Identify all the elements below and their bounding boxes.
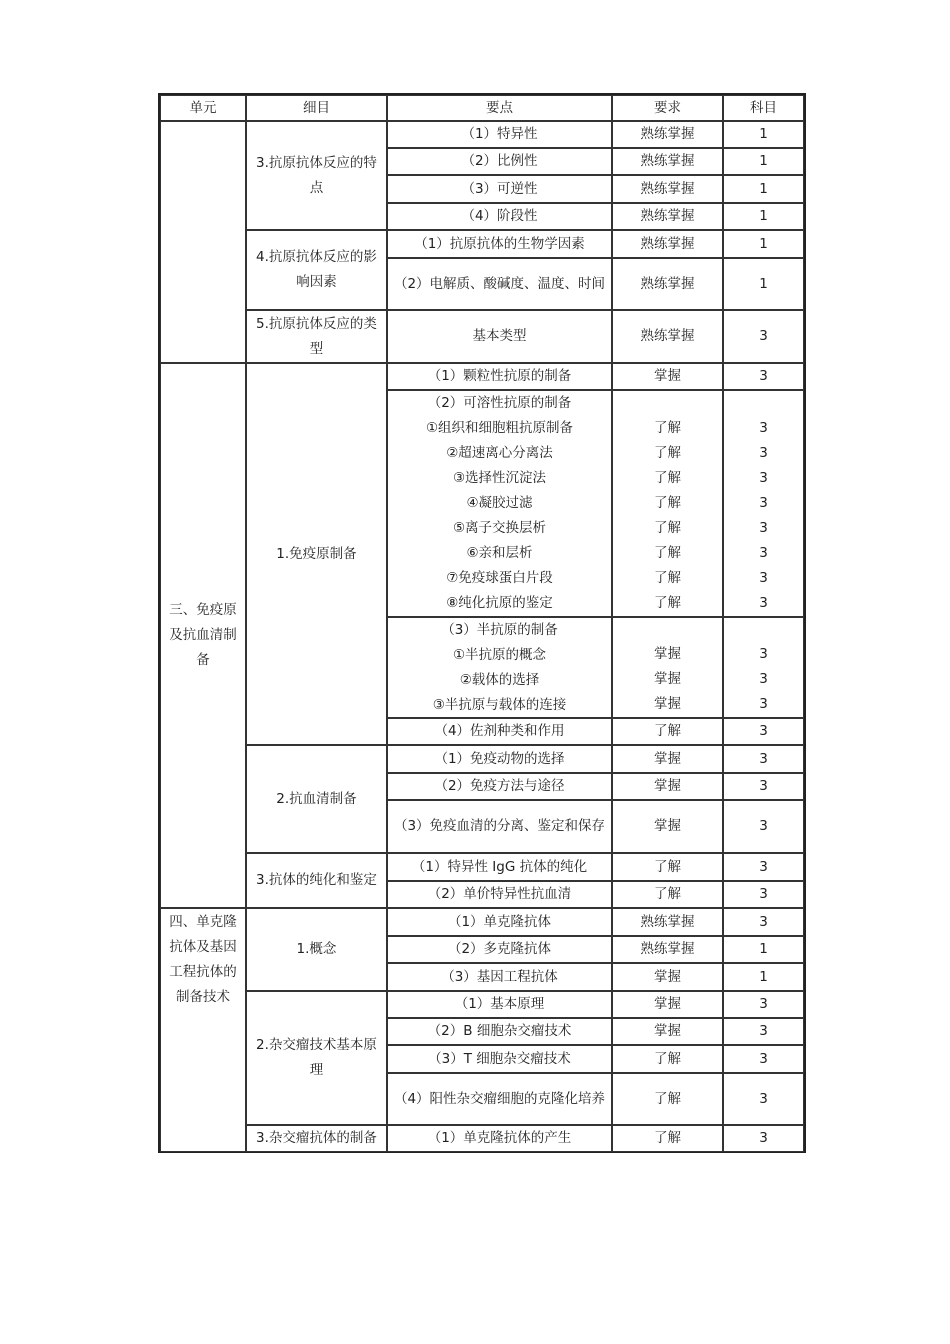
- point-line: ⑤离子交换层析: [452, 520, 547, 536]
- requirement-cell: 掌握: [612, 991, 723, 1018]
- subject-line: 3: [759, 696, 768, 712]
- point-line: ④凝胶过滤: [466, 495, 533, 511]
- subject-cell: 3: [723, 773, 804, 800]
- header-subitem: 细目: [246, 95, 387, 121]
- subitem-cell: 2.抗血清制备: [246, 745, 387, 853]
- subitem-cell: 4.抗原抗体反应的影响因素: [246, 230, 387, 310]
- point-line: ⑥亲和层析: [466, 545, 533, 561]
- header-point: 要点: [387, 95, 612, 121]
- requirement-cell: 熟练掌握: [612, 203, 723, 230]
- requirement-cell: 熟练掌握: [612, 310, 723, 363]
- requirement-line: 了解: [654, 520, 681, 536]
- requirement-cell: 了解: [612, 1073, 723, 1125]
- requirement-cell: 掌握: [612, 745, 723, 773]
- point-cell: （3）免疫血清的分离、鉴定和保存: [387, 800, 612, 853]
- requirement-cell: 熟练掌握: [612, 936, 723, 963]
- subject-line: 3: [759, 470, 768, 486]
- requirement-cell: 熟练掌握: [612, 908, 723, 936]
- subject-cell: 3: [723, 881, 804, 908]
- subject-line: 3: [759, 595, 768, 611]
- requirement-cell: 了解: [612, 881, 723, 908]
- subject-cell: 1: [723, 203, 804, 230]
- subject-cell: 3: [723, 800, 804, 853]
- subitem-cell: 1.概念: [246, 908, 387, 991]
- subitem-cell: 3.抗体的纯化和鉴定: [246, 853, 387, 908]
- requirement-cell: 了解: [612, 1125, 723, 1152]
- subject-cell: 1: [723, 175, 804, 203]
- requirement-cell: 熟练掌握: [612, 148, 723, 175]
- requirement-cell: 熟练掌握: [612, 121, 723, 148]
- point-cell: （1）免疫动物的选择: [387, 745, 612, 773]
- subitem-cell: 3.抗原抗体反应的特点: [246, 121, 387, 230]
- requirement-line: 掌握: [654, 696, 681, 712]
- subject-cell: 3: [723, 1018, 804, 1045]
- subject-cell: 1: [723, 148, 804, 175]
- unit-cell: 三、免疫原及抗血清制备: [160, 363, 246, 908]
- point-line: （3）半抗原的制备: [441, 621, 558, 638]
- point-cell: （1）基本原理: [387, 991, 612, 1018]
- subject-cell: 3: [723, 1073, 804, 1125]
- point-line: ⑦免疫球蛋白片段: [446, 570, 553, 586]
- point-line: （2）可溶性抗原的制备: [427, 395, 572, 411]
- subject-line: 3: [759, 445, 768, 461]
- requirement-cell: 掌握: [612, 800, 723, 853]
- point-cell: （3）可逆性: [387, 175, 612, 203]
- requirement-line: 掌握: [654, 671, 681, 687]
- point-cell: （3）T 细胞杂交瘤技术: [387, 1045, 612, 1073]
- subject-cell: 3: [723, 991, 804, 1018]
- point-cell: （4）佐剂种类和作用: [387, 718, 612, 745]
- point-cell: （4）阳性杂交瘤细胞的克隆化培养: [387, 1073, 612, 1125]
- subitem-cell: 5.抗原抗体反应的类型: [246, 310, 387, 363]
- point-line: ③半抗原与载体的连接: [432, 696, 567, 713]
- subject-line: 3: [759, 520, 768, 536]
- point-cell: （1）特异性: [387, 121, 612, 148]
- requirement-cell: 掌握: [612, 963, 723, 991]
- subject-line: 3: [759, 646, 768, 662]
- header-unit: 单元: [160, 95, 246, 121]
- point-cell: （2）单价特异性抗血清: [387, 881, 612, 908]
- point-cell: （4）阶段性: [387, 203, 612, 230]
- point-line: ②载体的选择: [459, 671, 540, 688]
- subject-cell: 1: [723, 936, 804, 963]
- point-cell: （2）多克隆抗体: [387, 936, 612, 963]
- requirement-cell: 了解: [612, 718, 723, 745]
- subject-cell: 3: [723, 1125, 804, 1152]
- requirement-line: 了解: [654, 470, 681, 486]
- hapten-requirements: [612, 617, 723, 718]
- requirement-cell: 掌握: [612, 773, 723, 800]
- subject-line: 3: [759, 570, 768, 586]
- subject-line: 3: [759, 545, 768, 561]
- requirement-line: 了解: [654, 420, 681, 436]
- unit-cell: [160, 121, 246, 363]
- point-cell: （3）基因工程抗体: [387, 963, 612, 991]
- unit-cell: 四、单克隆抗体及基因工程抗体的制备技术: [160, 908, 246, 1152]
- requirement-cell: 熟练掌握: [612, 258, 723, 310]
- subject-cell: 3: [723, 908, 804, 936]
- point-cell: 基本类型: [387, 310, 612, 363]
- subject-cell: 1: [723, 258, 804, 310]
- point-cell: （2）电解质、酸碱度、温度、时间: [387, 258, 612, 310]
- requirement-cell: 掌握: [612, 363, 723, 390]
- subject-cell: 3: [723, 363, 804, 390]
- subject-cell: 1: [723, 121, 804, 148]
- requirement-line: 了解: [654, 445, 681, 461]
- subject-cell: 3: [723, 1045, 804, 1073]
- point-cell: （1）单克隆抗体: [387, 908, 612, 936]
- point-line: ③选择性沉淀法: [452, 470, 547, 486]
- point-line: ①组织和细胞粗抗原制备: [425, 420, 574, 436]
- requirement-cell: 熟练掌握: [612, 175, 723, 203]
- subject-cell: 3: [723, 853, 804, 881]
- hapten-subjects: [723, 617, 804, 718]
- subitem-cell: 1.免疫原制备: [246, 363, 387, 745]
- header-subject: 科目: [723, 95, 804, 121]
- requirement-cell: 熟练掌握: [612, 230, 723, 258]
- point-line: ②超速离心分离法: [446, 445, 553, 461]
- subject-line: 3: [759, 671, 768, 687]
- subject-cell: 1: [723, 963, 804, 991]
- hapten-points: [387, 617, 612, 718]
- requirement-line: 了解: [654, 545, 681, 561]
- requirement-cell: 掌握: [612, 1018, 723, 1045]
- requirement-line: 了解: [654, 570, 681, 586]
- subject-cell: 3: [723, 310, 804, 363]
- subject-line: 3: [759, 420, 768, 436]
- point-cell: （1）特异性 IgG 抗体的纯化: [387, 853, 612, 881]
- soluble-antigen-points: [387, 390, 612, 617]
- subject-cell: 1: [723, 230, 804, 258]
- requirement-line: 了解: [654, 595, 681, 611]
- subject-line: 3: [759, 495, 768, 511]
- requirement-line: 掌握: [654, 646, 681, 662]
- subitem-cell: 2.杂交瘤技术基本原理: [246, 991, 387, 1125]
- subitem-cell: 3.杂交瘤抗体的制备: [246, 1125, 387, 1152]
- header-requirement: 要求: [612, 95, 723, 121]
- requirement-cell: 了解: [612, 1045, 723, 1073]
- subject-cell: 3: [723, 745, 804, 773]
- point-cell: （2）比例性: [387, 148, 612, 175]
- soluble-antigen-requirements: [612, 390, 723, 617]
- soluble-antigen-subjects: [723, 390, 804, 617]
- point-cell: （1）单克隆抗体的产生: [387, 1125, 612, 1152]
- point-cell: （1）抗原抗体的生物学因素: [387, 230, 612, 258]
- point-line: ①半抗原的概念: [452, 646, 547, 663]
- point-line: ⑧纯化抗原的鉴定: [446, 595, 553, 611]
- subject-cell: 3: [723, 718, 804, 745]
- point-cell: （2）B 细胞杂交瘤技术: [387, 1018, 612, 1045]
- point-cell: （1）颗粒性抗原的制备: [387, 363, 612, 390]
- requirement-cell: 了解: [612, 853, 723, 881]
- requirement-line: 了解: [654, 495, 681, 511]
- point-cell: （2）免疫方法与途径: [387, 773, 612, 800]
